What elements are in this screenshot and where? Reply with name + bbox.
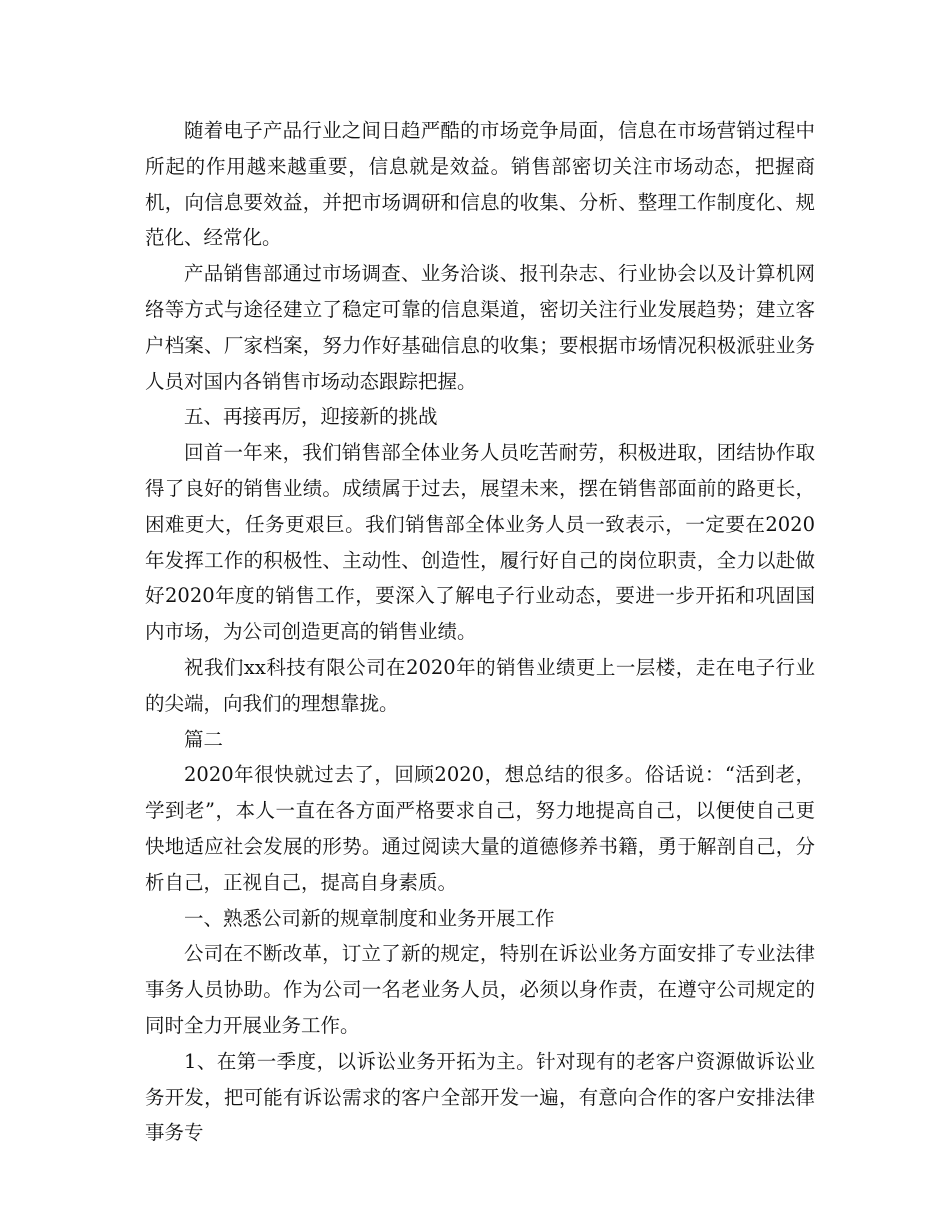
paragraph-info-channels: 产品销售部通过市场调查、业务洽谈、报刊杂志、行业协会以及计算机网络等方式与途径建立了稳定可靠的信息渠道，密切关注行业发展趋势；建立客户档案、厂家档案，努力作好基础信息的收集；要根据市场情况积极派驻业务人员对国内各销售市场动态跟踪把握。 — [145, 262, 815, 393]
paragraph-year-review: 回首一年来，我们销售部全体业务人员吃苦耐劳，积极进取，团结协作取得了良好的销售业绩。成绩属于过去，展望未来，摆在销售部面前的路更长，困难更大，任务更艰巨。我们销售部全体业务人员一致表示，一定要在2020年发挥工作的积极性、主动性、创造性，履行好自己的岗位职责，全力以赴做好2020年度的销售工作，要深入了解电子行业动态，要进一步开拓和巩固国内市场，为公司创造更高的销售业绩。 — [145, 441, 815, 644]
paragraph-self-summary: 2020年很快就过去了，回顾2020，想总结的很多。俗话说：“活到老，学到老”，本人一直在各方面严格要求自己，努力地提高自己，以便使自己更快地适应社会发展的形势。通过阅读大量的道德修养书籍，勇于解剖自己，分析自己，正视自己，提高自身素质。 — [145, 763, 815, 894]
document-body — [145, 113, 815, 1151]
section-heading-five: 五、再接再厉，迎接新的挑战 — [184, 405, 438, 429]
paragraph-info-importance: 随着电子产品行业之间日趋严酷的市场竞争局面，信息在市场营销过程中所起的作用越来越重要，信息就是效益。销售部密切关注市场动态，把握商机，向信息要效益，并把市场调研和信息的收集、分析、整理工作制度化、规范化、经常化。 — [145, 119, 815, 250]
paragraph-first-quarter: 1、在第一季度，以诉讼业务开拓为主。针对现有的老客户资源做诉讼业务开发，把可能有诉讼需求的客户全部开发一遍，有意向合作的客户安排法律事务专 — [145, 1049, 815, 1145]
part-two-heading: 篇二 — [184, 727, 224, 751]
section-heading-one: 一、熟悉公司新的规章制度和业务开展工作 — [184, 906, 555, 930]
paragraph-company-reform: 公司在不断改革，订立了新的规定，特别在诉讼业务方面安排了专业法律事务人员协助。作为公司一名老业务人员，必须以身作责，在遵守公司规定的同时全力开展业务工作。 — [145, 942, 815, 1037]
paragraph-wishes: 祝我们xx科技有限公司在2020年的销售业绩更上一层楼，走在电子行业的尖端，向我们的理想靠拢。 — [145, 655, 815, 715]
